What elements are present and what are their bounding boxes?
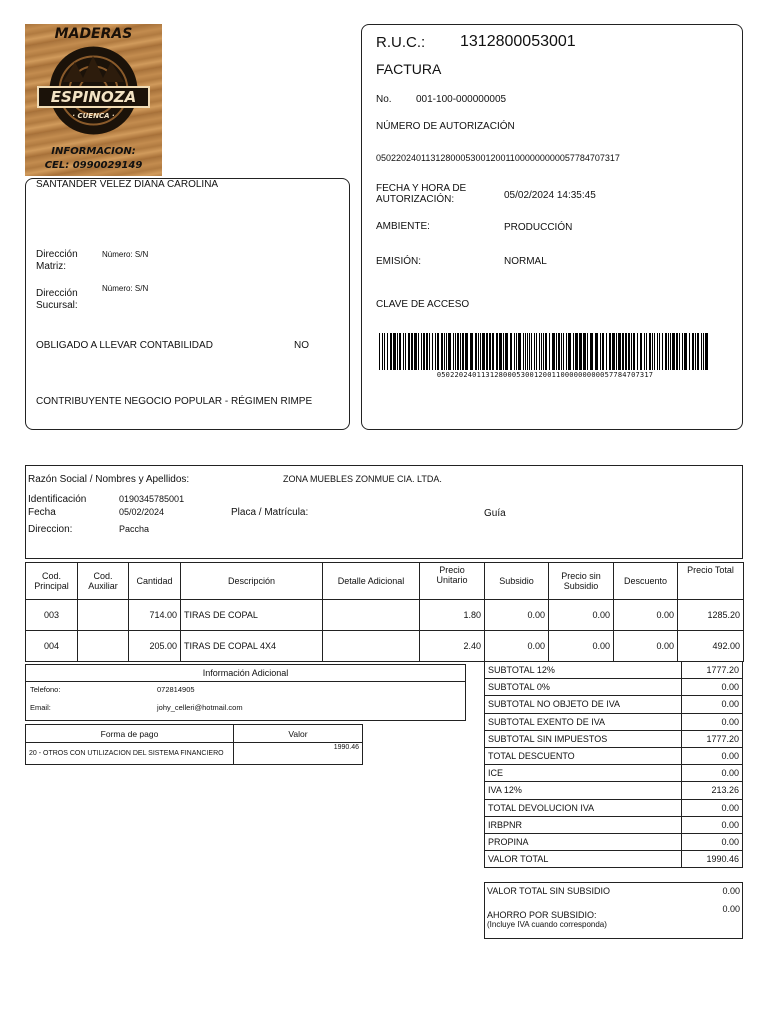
barcode-bar bbox=[489, 333, 491, 370]
barcode-bar bbox=[672, 333, 675, 370]
totals-row bbox=[485, 730, 743, 747]
table-row bbox=[26, 600, 744, 631]
contabilidad-label: OBLIGADO A LLEVAR CONTABILIDAD bbox=[36, 340, 213, 351]
barcode-bar bbox=[682, 333, 683, 370]
totals-table bbox=[484, 661, 743, 868]
barcode-bar bbox=[426, 333, 428, 370]
barcode-bar bbox=[579, 333, 582, 370]
col-descuento: Descuento bbox=[614, 563, 678, 600]
barcode-bar bbox=[587, 333, 588, 370]
cell-precio-sin-subsidio: 0.00 bbox=[549, 631, 614, 662]
barcode-bar bbox=[403, 333, 404, 370]
barcode-bar bbox=[657, 333, 658, 370]
emision-label: EMISIÓN: bbox=[376, 256, 422, 267]
emision-value: NORMAL bbox=[504, 256, 547, 267]
ahorro-subsidio-note: (Incluye IVA cuando corresponda) bbox=[487, 920, 607, 929]
totals-row bbox=[485, 713, 743, 730]
valor-pago-value: 1990.46 bbox=[234, 743, 363, 765]
barcode-bar bbox=[432, 333, 433, 370]
cell-precio-unitario: 2.40 bbox=[420, 631, 485, 662]
totals-label: SUBTOTAL 12% bbox=[485, 662, 682, 679]
barcode-bar bbox=[503, 333, 504, 370]
totals-row bbox=[485, 851, 743, 868]
col-cod-principal: Cod. Principal bbox=[26, 563, 78, 600]
barcode-bar bbox=[670, 333, 671, 370]
cell-precio-total: 492.00 bbox=[678, 631, 744, 662]
col-descripcion: Descripción bbox=[181, 563, 323, 600]
barcode-bar bbox=[527, 333, 528, 370]
company-logo bbox=[25, 24, 162, 176]
totals-value: 1777.20 bbox=[682, 730, 743, 747]
barcode-bar bbox=[429, 333, 430, 370]
totals-label: SUBTOTAL 0% bbox=[485, 679, 682, 696]
totals-row bbox=[485, 782, 743, 799]
ambiente-value: PRODUCCIÓN bbox=[504, 222, 573, 233]
totals-label: SUBTOTAL SIN IMPUESTOS bbox=[485, 730, 682, 747]
barcode-bar bbox=[496, 333, 498, 370]
logo-city: · CUENCA · bbox=[72, 112, 115, 120]
barcode-bar bbox=[460, 333, 461, 370]
barcode-bar bbox=[609, 333, 611, 370]
barcode-bar bbox=[668, 333, 669, 370]
totals-value: 0.00 bbox=[682, 799, 743, 816]
barcode-bar bbox=[697, 333, 699, 370]
totals-value: 213.26 bbox=[682, 782, 743, 799]
barcode-bar bbox=[399, 333, 401, 370]
barcode-bar bbox=[411, 333, 413, 370]
totals-row bbox=[485, 833, 743, 850]
totals-value: 0.00 bbox=[682, 816, 743, 833]
invoice-no-value: 001-100-000000005 bbox=[416, 94, 507, 105]
logo-brand-main: ESPINOZA bbox=[37, 86, 150, 108]
identificacion-label: Identificación bbox=[28, 494, 87, 505]
cell-cod-principal: 003 bbox=[26, 600, 78, 631]
invoice-no-label: No. bbox=[376, 94, 392, 105]
cell-cantidad: 714.00 bbox=[129, 600, 181, 631]
totals-label: TOTAL DESCUENTO bbox=[485, 747, 682, 764]
barcode-bar bbox=[405, 333, 406, 370]
barcode-bar bbox=[701, 333, 702, 370]
barcode-bar bbox=[679, 333, 680, 370]
totals-value: 0.00 bbox=[682, 765, 743, 782]
barcode-bar bbox=[480, 333, 481, 370]
col-precio-sin-subsidio: Precio sin Subsidio bbox=[549, 563, 614, 600]
barcode-bar bbox=[543, 333, 544, 370]
valor-sin-subsidio-value: 0.00 bbox=[722, 886, 740, 896]
telefono-value: 072814905 bbox=[157, 685, 195, 694]
barcode-bar bbox=[387, 333, 388, 370]
cell-cod-auxiliar bbox=[78, 600, 129, 631]
barcode-bar bbox=[435, 333, 436, 370]
fecha-value: 05/02/2024 bbox=[119, 507, 165, 517]
totals-label: IRBPNR bbox=[485, 816, 682, 833]
logo-info-label: INFORMACION: bbox=[51, 146, 136, 157]
barcode-bar bbox=[444, 333, 445, 370]
cell-cod-auxiliar bbox=[78, 631, 129, 662]
barcode-bar bbox=[676, 333, 678, 370]
barcode-bar bbox=[646, 333, 647, 370]
barcode-bar bbox=[486, 333, 488, 370]
barcode-bar bbox=[397, 333, 398, 370]
barcode-bar bbox=[529, 333, 530, 370]
barcode-bar bbox=[631, 333, 632, 370]
cell-subsidio: 0.00 bbox=[485, 600, 549, 631]
barcode-bar bbox=[408, 333, 410, 370]
guia-label: Guía bbox=[484, 508, 506, 519]
totals-value: 0.00 bbox=[682, 696, 743, 713]
barcode-bar bbox=[455, 333, 456, 370]
barcode-bar bbox=[545, 333, 547, 370]
barcode-bar bbox=[462, 333, 464, 370]
totals-value: 0.00 bbox=[682, 713, 743, 730]
totals-label: ICE bbox=[485, 765, 682, 782]
email-value: johy_celleri@hotmail.com bbox=[157, 703, 243, 712]
barcode-bar bbox=[689, 333, 690, 370]
cell-descuento: 0.00 bbox=[614, 631, 678, 662]
barcode-bar bbox=[692, 333, 694, 370]
barcode-bar bbox=[640, 333, 642, 370]
invoice-title: FACTURA bbox=[376, 61, 442, 77]
barcode-bar bbox=[390, 333, 392, 370]
barcode-bar bbox=[393, 333, 396, 370]
barcode-bar bbox=[453, 333, 454, 370]
barcode-bar bbox=[536, 333, 537, 370]
info-adicional-title: Información Adicional bbox=[202, 668, 289, 678]
barcode-bar bbox=[448, 333, 451, 370]
barcode-bar bbox=[595, 333, 598, 370]
barcode-bar bbox=[478, 333, 479, 370]
barcode-bar bbox=[441, 333, 443, 370]
barcode-bar bbox=[499, 333, 502, 370]
cell-descripcion: TIRAS DE COPAL bbox=[181, 600, 323, 631]
barcode-bar bbox=[534, 333, 535, 370]
totals-row bbox=[485, 679, 743, 696]
barcode-bar bbox=[414, 333, 417, 370]
barcode-bar bbox=[616, 333, 617, 370]
logo-cel: CEL: 0990029149 bbox=[44, 160, 143, 171]
barcode-bar bbox=[525, 333, 526, 370]
col-precio-unitario: Precio Unitario bbox=[420, 563, 485, 600]
barcode-bar bbox=[549, 333, 550, 370]
table-row bbox=[26, 631, 744, 662]
razon-social-value: ZONA MUEBLES ZONMUE CIA. LTDA. bbox=[283, 474, 442, 484]
direccion-value: Paccha bbox=[119, 524, 150, 534]
barcode-bar bbox=[539, 333, 540, 370]
barcode-bar bbox=[606, 333, 607, 370]
cell-detalle-adicional bbox=[323, 631, 420, 662]
barcode-bar bbox=[492, 333, 494, 370]
barcode-bar bbox=[665, 333, 667, 370]
barcode-bar bbox=[541, 333, 542, 370]
totals-label: SUBTOTAL EXENTO DE IVA bbox=[485, 713, 682, 730]
barcode-bar bbox=[652, 333, 653, 370]
forma-pago-header: Forma de pago bbox=[26, 725, 234, 743]
barcode-bar bbox=[514, 333, 515, 370]
valor-sin-subsidio-label: VALOR TOTAL SIN SUBSIDIO bbox=[487, 886, 611, 896]
totals-value: 0.00 bbox=[682, 679, 743, 696]
barcode-bar bbox=[446, 333, 447, 370]
barcode-bar bbox=[590, 333, 593, 370]
barcode-bar bbox=[628, 333, 630, 370]
placa-label: Placa / Matrícula: bbox=[231, 507, 309, 518]
direccion-sucursal-label: Dirección Sucursal: bbox=[36, 288, 78, 311]
identificacion-value: 0190345785001 bbox=[119, 494, 185, 504]
contabilidad-value: NO bbox=[294, 340, 309, 351]
totals-label: VALOR TOTAL bbox=[485, 851, 682, 868]
cell-cantidad: 205.00 bbox=[129, 631, 181, 662]
barcode-bar bbox=[637, 333, 638, 370]
autorizacion-label: NÚMERO DE AUTORIZACIÓN bbox=[376, 121, 515, 132]
barcode-bar bbox=[566, 333, 567, 370]
barcode-bar bbox=[654, 333, 655, 370]
barcode-bar bbox=[662, 333, 663, 370]
col-subsidio: Subsidio bbox=[485, 563, 549, 600]
fecha-label: Fecha bbox=[28, 507, 56, 518]
cell-subsidio: 0.00 bbox=[485, 631, 549, 662]
barcode-bar bbox=[633, 333, 635, 370]
totals-value: 1777.20 bbox=[682, 662, 743, 679]
email-label: Email: bbox=[30, 703, 51, 712]
ahorro-subsidio-value: 0.00 bbox=[722, 904, 740, 914]
direccion-matriz-label: Dirección Matriz: bbox=[36, 249, 78, 272]
telefono-label: Telefono: bbox=[30, 685, 61, 694]
totals-row bbox=[485, 747, 743, 764]
barcode-bar bbox=[575, 333, 578, 370]
totals-value: 1990.46 bbox=[682, 851, 743, 868]
totals-row bbox=[485, 696, 743, 713]
valor-header: Valor bbox=[234, 725, 363, 743]
barcode-bar bbox=[518, 333, 521, 370]
direccion-label: Direccion: bbox=[28, 524, 73, 535]
totals-label: PROPINA bbox=[485, 833, 682, 850]
forma-pago-value: 20 - OTROS CON UTILIZACION DEL SISTEMA FINANCIERO bbox=[26, 743, 234, 765]
clave-acceso-label: CLAVE DE ACCESO bbox=[376, 299, 470, 310]
barcode-bar bbox=[602, 333, 604, 370]
barcode-bar bbox=[457, 333, 459, 370]
barcode-bar bbox=[703, 333, 704, 370]
barcode-text: 0502202401131280005300120011000000000057784707317 bbox=[436, 371, 654, 379]
barcode-bar bbox=[382, 333, 383, 370]
barcode-bar bbox=[684, 333, 687, 370]
ambiente-label: AMBIENTE: bbox=[376, 221, 430, 232]
totals-label: IVA 12% bbox=[485, 782, 682, 799]
autorizacion-value: 0502202401131280005300120011000000000057784707317 bbox=[376, 153, 620, 163]
barcode-bar bbox=[644, 333, 645, 370]
barcode-bar bbox=[505, 333, 508, 370]
barcode-bar bbox=[482, 333, 485, 370]
issuer-name: SANTANDER VELEZ DIANA CAROLINA bbox=[36, 179, 219, 190]
totals-row bbox=[485, 765, 743, 782]
totals-row bbox=[485, 799, 743, 816]
col-cantidad: Cantidad bbox=[129, 563, 181, 600]
barcode-bar bbox=[516, 333, 517, 370]
razon-social-label: Razón Social / Nombres y Apellidos: bbox=[28, 474, 190, 485]
items-table bbox=[25, 562, 744, 662]
barcode-bar bbox=[379, 333, 380, 370]
barcode-bar bbox=[437, 333, 439, 370]
barcode-bar bbox=[523, 333, 524, 370]
totals-value: 0.00 bbox=[682, 747, 743, 764]
barcode-bar bbox=[465, 333, 468, 370]
barcode-bar bbox=[421, 333, 422, 370]
barcode-bar bbox=[622, 333, 624, 370]
cell-descripcion: TIRAS DE COPAL 4X4 bbox=[181, 631, 323, 662]
items-header-row bbox=[26, 563, 744, 600]
barcode-bar bbox=[558, 333, 560, 370]
barcode-bar bbox=[618, 333, 621, 370]
direccion-matriz-value: Número: S/N bbox=[102, 250, 149, 259]
fecha-autorizacion-label: FECHA Y HORA DE AUTORIZACIÓN: bbox=[376, 183, 467, 205]
barcode-bar bbox=[423, 333, 425, 370]
barcode-bar bbox=[625, 333, 627, 370]
ruc-label: R.U.C.: bbox=[376, 34, 426, 51]
barcode-bar bbox=[600, 333, 601, 370]
barcode bbox=[379, 333, 711, 372]
barcode-bar bbox=[470, 333, 473, 370]
barcode-bar bbox=[556, 333, 557, 370]
col-precio-total: Precio Total bbox=[678, 563, 744, 600]
barcode-bar bbox=[475, 333, 477, 370]
barcode-bar bbox=[659, 333, 660, 370]
totals-label: SUBTOTAL NO OBJETO DE IVA bbox=[485, 696, 682, 713]
barcode-bar bbox=[510, 333, 512, 370]
forma-pago-table bbox=[25, 724, 363, 765]
cell-precio-unitario: 1.80 bbox=[420, 600, 485, 631]
barcode-bar bbox=[695, 333, 696, 370]
barcode-bar bbox=[563, 333, 564, 370]
totals-label: TOTAL DEVOLUCION IVA bbox=[485, 799, 682, 816]
cell-descuento: 0.00 bbox=[614, 600, 678, 631]
barcode-bar bbox=[573, 333, 574, 370]
fecha-autorizacion-value: 05/02/2024 14:35:45 bbox=[504, 190, 596, 201]
totals-value: 0.00 bbox=[682, 833, 743, 850]
col-detalle-adicional: Detalle Adicional bbox=[323, 563, 420, 600]
totals-row bbox=[485, 816, 743, 833]
barcode-bar bbox=[561, 333, 562, 370]
barcode-bar bbox=[583, 333, 586, 370]
cell-precio-sin-subsidio: 0.00 bbox=[549, 600, 614, 631]
cell-detalle-adicional bbox=[323, 600, 420, 631]
cell-precio-total: 1285.20 bbox=[678, 600, 744, 631]
ahorro-subsidio-label: AHORRO POR SUBSIDIO: bbox=[487, 910, 597, 920]
totals-row bbox=[485, 662, 743, 679]
barcode-bar bbox=[568, 333, 571, 370]
barcode-bar bbox=[705, 333, 708, 370]
logo-brand-top: MADERAS bbox=[54, 26, 133, 42]
col-cod-auxiliar: Cod. Auxiliar bbox=[78, 563, 129, 600]
barcode-bar bbox=[612, 333, 615, 370]
regimen-text: CONTRIBUYENTE NEGOCIO POPULAR - RÉGIMEN RIMPE bbox=[36, 396, 313, 407]
direccion-sucursal-value: Número: S/N bbox=[102, 284, 149, 293]
cell-cod-principal: 004 bbox=[26, 631, 78, 662]
barcode-bar bbox=[418, 333, 419, 370]
barcode-bar bbox=[531, 333, 532, 370]
barcode-bar bbox=[649, 333, 651, 370]
barcode-bar bbox=[552, 333, 555, 370]
ruc-value: 1312800053001 bbox=[460, 33, 576, 50]
barcode-bar bbox=[384, 333, 385, 370]
